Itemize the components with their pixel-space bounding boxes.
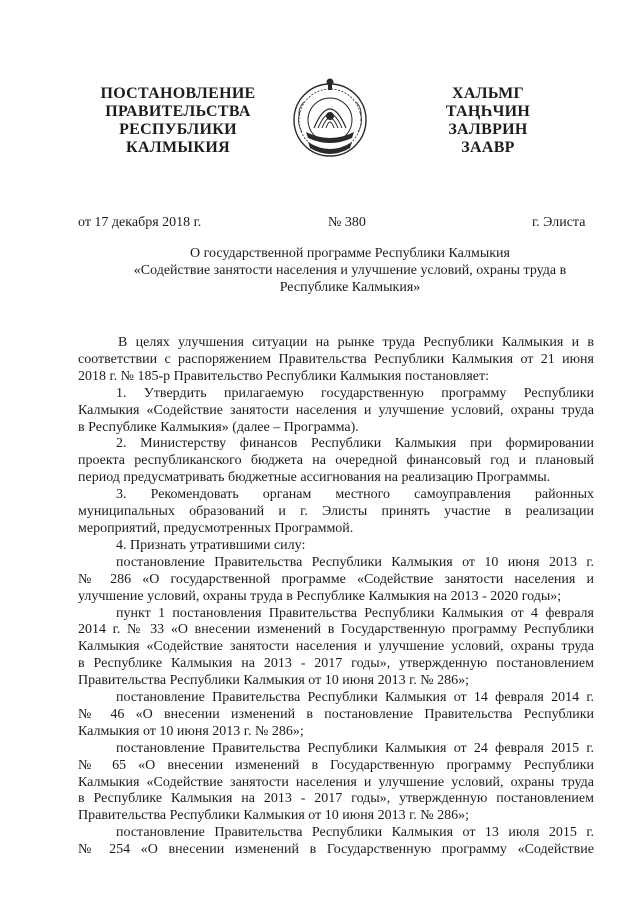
header-right-line: ЗААВР (461, 139, 515, 156)
title-line: Республике Калмыкия» (279, 280, 421, 295)
header-right-block (418, 85, 558, 157)
header-left-line: ПОСТАНОВЛЕНИЕ (100, 85, 256, 102)
body-line: В целях улучшения ситуации на рынке труда Республики Калмыкия и в (118, 335, 594, 350)
header-left-line: ПРАВИТЕЛЬСТВА (105, 103, 251, 120)
body-line: мероприятий, предусмотренных Программой. (78, 520, 354, 536)
body-line: в Республике Калмыкия на 2013 - 2017 годы», утвержденную постановлением (78, 791, 594, 807)
body-line: улучшение условий, охраны труда в Республике Калмыкия на 2013 - 2020 годы»; (78, 588, 562, 604)
title-line: О государственной программе Республики Калмыкия (190, 246, 510, 261)
body-line: Калмыкия от 10 июня 2013 г. № 286»; (78, 723, 304, 739)
body-line: проекта республиканского бюджета на очередной финансовый год и плановый (78, 453, 594, 469)
body-line: постановление Правительства Республики Калмыкия от 10 июня 2013 г. (116, 554, 594, 570)
body-line: постановление Правительства Республики Калмыкия от 24 февраля 2015 г. (116, 740, 594, 756)
header-left-line: КАЛМЫКИЯ (126, 139, 230, 156)
body-line: муниципальных образований и г. Элисты принять участие в реализации (78, 504, 594, 520)
title-line: «Содействие занятости населения и улучшение условий, охраны труда в (133, 263, 567, 278)
body-line: период предусматривать бюджетные ассигнования на реализацию Программы. (78, 470, 551, 486)
document-number: № 380 (328, 215, 366, 230)
body-line: Калмыкия «Содействие занятости населения и улучшение условий, охраны труда (78, 402, 594, 418)
body-line: пункт 1 постановления Правительства Республики Калмыкия от 4 февраля (116, 605, 594, 621)
header-right-line: ЗАЛВРИН (448, 121, 528, 138)
body-line: в Республике Калмыкия» (далее – Программа). (78, 419, 359, 435)
header-right-line: ТАҢҺЧИН (445, 103, 531, 120)
body-line: в Республике Калмыкия на 2013 - 2017 годы», утвержденную постановлением (78, 656, 594, 672)
body-line: постановление Правительства Республики Калмыкия от 13 июля 2015 г. (116, 825, 594, 841)
body-line: № 286 «О государственной программе «Содействие занятости населения и (78, 571, 594, 587)
body-line: 3. Рекомендовать органам местного самоуправления районных (116, 487, 594, 503)
body-line: Правительства Республики Калмыкия от 10 июня 2013 г. № 286»; (78, 808, 470, 824)
body-line: № 254 «О внесении изменений в Государственную программу «Содействие (78, 842, 594, 858)
body-line: 2018 г. № 185-р Правительство Республики Калмыкия постановляет: (78, 368, 489, 384)
body-line: 4. Признать утратившими силу: (116, 537, 306, 553)
document-title (110, 245, 590, 296)
document-date: от 17 декабря 2018 г. (78, 215, 202, 230)
body-line: № 65 «О внесении изменений в Государственную программу Республики (78, 757, 594, 773)
body-line: № 46 «О внесении изменений в постановление Правительства Республики (78, 706, 594, 722)
body-line: Калмыкия «Содействие занятости населения и улучшение условий, охраны труда (78, 774, 594, 790)
header-left-line: РЕСПУБЛИКИ (119, 121, 237, 138)
body-line: Калмыкия «Содействие занятости населения и улучшение условий, охраны труда (78, 639, 594, 655)
body-line: 2014 г. № 33 «О внесении изменений в Государственную программу Республики (78, 622, 594, 638)
header-left-block (78, 85, 278, 157)
body-line: соответствии с распоряжением Правительства Республики Калмыкия от 21 июня (78, 351, 594, 367)
body-line: Правительства Республики Калмыкия от 10 июня 2013 г. № 286»; (78, 673, 470, 689)
body-line: 2. Министерству финансов Республики Калмыкия при формировании (116, 436, 594, 452)
document-body (78, 335, 594, 859)
kalmykia-coat-of-arms-icon (286, 72, 374, 166)
body-line: 1. Утвердить прилагаемую государственную программу Республики (116, 385, 594, 401)
header-right-line: ХАЛЬМГ (451, 85, 525, 102)
body-line: постановление Правительства Республики Калмыкия от 14 февраля 2014 г. (116, 690, 594, 706)
document-city: г. Элиста (532, 215, 586, 230)
